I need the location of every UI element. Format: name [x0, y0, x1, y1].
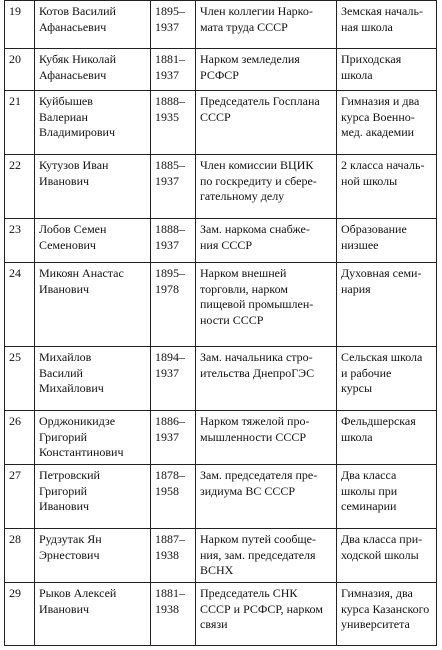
position-line: связи [200, 617, 228, 631]
name-cell [35, 529, 151, 583]
table-row [5, 529, 437, 583]
row-number-cell [5, 1, 35, 49]
life-years-line: 1938 [155, 601, 179, 616]
education-cell [337, 49, 437, 91]
table-row [5, 155, 437, 219]
life-years-cell [151, 347, 196, 411]
row-number: 23 [9, 222, 21, 236]
life-years-line: 1887– [155, 532, 185, 546]
name-line: Орджоникидзе [39, 414, 116, 428]
education-cell [337, 583, 437, 646]
life-years-cell [151, 155, 196, 219]
position-line: ности СССР [200, 312, 264, 327]
education-line: ходской школы [341, 547, 419, 562]
row-number: 19 [9, 4, 21, 18]
education-line: Гимназия, два [341, 586, 413, 600]
name-line: Рудзутак Ян [39, 532, 102, 546]
education-cell [337, 1, 437, 49]
life-years-line: 1937 [155, 67, 179, 82]
education-line: 2 класса началь- [341, 158, 425, 172]
life-years-line: 1958 [155, 483, 179, 498]
table-row [5, 49, 437, 91]
row-number: 28 [9, 532, 21, 546]
education-line: Фельдшерская [341, 414, 416, 428]
name-cell [35, 91, 151, 155]
name-cell [35, 1, 151, 49]
life-years-line: 1881– [155, 586, 185, 600]
name-line: Петровский [39, 468, 100, 482]
table-body [5, 1, 437, 646]
education-cell [337, 263, 437, 347]
name-cell [35, 465, 151, 529]
name-cell [35, 411, 151, 465]
name-line: Эрнестович [39, 547, 100, 562]
education-line: Приходская [341, 52, 402, 66]
row-number-cell [5, 465, 35, 529]
position-cell [196, 411, 337, 465]
education-line: семинарии [341, 499, 397, 513]
life-years-line: 1978 [155, 281, 179, 296]
row-number: 21 [9, 94, 21, 108]
life-years-line: 1937 [155, 19, 179, 34]
name-line: Кутузов Иван [39, 158, 109, 172]
name-line: Григорий [39, 429, 88, 444]
name-line: Валериан [39, 109, 88, 124]
name-line: Рыков Алексей [39, 586, 117, 600]
name-line: Иванович [39, 601, 90, 616]
life-years-line: 1937 [155, 237, 179, 252]
position-line: Нарком путей сообще- [200, 532, 316, 546]
position-line: гательному делу [200, 189, 285, 203]
position-cell [196, 347, 337, 411]
table-row [5, 411, 437, 465]
life-years-line: 1894– [155, 350, 185, 364]
education-cell [337, 91, 437, 155]
name-line: Константинович [39, 445, 124, 459]
life-years-cell [151, 583, 196, 646]
position-line: мышленности СССР [200, 429, 307, 444]
name-line: Михайлов [39, 350, 92, 364]
education-cell [337, 411, 437, 465]
life-years-cell [151, 1, 196, 49]
education-cell [337, 347, 437, 411]
life-years-cell [151, 465, 196, 529]
row-number: 27 [9, 468, 21, 482]
row-number: 20 [9, 52, 21, 66]
education-line: курсы [341, 381, 373, 395]
life-years-cell [151, 219, 196, 263]
position-line: Член коллегии Нарко- [200, 4, 313, 18]
position-cell [196, 219, 337, 263]
name-line: Кубяк Николай [39, 52, 116, 66]
position-cell [196, 91, 337, 155]
life-years-cell [151, 263, 196, 347]
position-cell [196, 529, 337, 583]
name-line: Лобов Семен [39, 222, 107, 236]
life-years-cell [151, 49, 196, 91]
position-line: Член комиссии ВЦИК [200, 158, 314, 172]
name-cell [35, 263, 151, 347]
position-line: ительства ДнепроГЭС [200, 365, 315, 380]
education-line: Два класса [341, 468, 397, 482]
life-years-line: 1937 [155, 173, 179, 188]
name-line: Григорий [39, 483, 88, 498]
table-row [5, 1, 437, 49]
position-line: ния, зам. председателя [200, 547, 316, 562]
name-line: Иванович [39, 499, 90, 513]
life-years-line: 1937 [155, 365, 179, 380]
name-line: Семенович [39, 237, 96, 252]
table-row [5, 583, 437, 646]
position-cell [196, 49, 337, 91]
education-line: нария [341, 281, 371, 296]
position-line: мата труда СССР [200, 19, 288, 34]
position-line: зидиума ВС СССР [200, 483, 296, 498]
education-line: курса Военно- [341, 109, 415, 124]
education-line: Духовная семи- [341, 266, 422, 280]
position-line: Зам. начальника стро- [200, 350, 313, 364]
table-row [5, 263, 437, 347]
position-line: Зам. наркома снабже- [200, 222, 310, 236]
education-line: мед. академии [341, 125, 415, 139]
education-line: школа [341, 429, 373, 444]
position-line: пищевой промышлен- [200, 297, 314, 311]
row-number: 26 [9, 414, 21, 428]
row-number: 29 [9, 586, 21, 600]
position-line: Нарком внешней [200, 266, 287, 280]
position-line: Председатель Госплана [200, 94, 320, 108]
life-years-line: 1886– [155, 414, 185, 428]
position-line: ния СССР [200, 237, 253, 252]
life-years-line: 1881– [155, 52, 185, 66]
education-line: ной школы [341, 173, 398, 188]
education-line: и рабочие [341, 365, 392, 380]
education-cell [337, 465, 437, 529]
row-number-cell [5, 91, 35, 155]
position-line: РСФСР [200, 67, 239, 82]
name-line: Микоян Анастас [39, 266, 124, 280]
position-line: СССР [200, 109, 231, 124]
life-years-line: 1888– [155, 222, 185, 236]
position-line: по госкредиту и сбере- [200, 173, 317, 188]
education-line: ная школа [341, 19, 393, 34]
row-number-cell [5, 49, 35, 91]
name-line: Афанасьевич [39, 19, 107, 34]
education-cell [337, 155, 437, 219]
row-number-cell [5, 347, 35, 411]
position-line: ВСНХ [200, 563, 234, 577]
row-number-cell [5, 155, 35, 219]
name-cell [35, 155, 151, 219]
row-number-cell [5, 219, 35, 263]
life-years-line: 1885– [155, 158, 185, 172]
name-line: Василий [39, 365, 83, 380]
education-line: Сельская школа [341, 350, 423, 364]
name-line: Иванович [39, 173, 90, 188]
life-years-cell [151, 529, 196, 583]
education-line: низшее [341, 237, 379, 252]
table-row [5, 91, 437, 155]
education-line: школы при [341, 483, 398, 498]
position-cell [196, 583, 337, 646]
name-cell [35, 583, 151, 646]
education-cell [337, 529, 437, 583]
biography-table [4, 0, 437, 646]
name-line: Афанасьевич [39, 67, 107, 82]
position-cell [196, 263, 337, 347]
life-years-line: 1895– [155, 266, 185, 280]
row-number: 22 [9, 158, 21, 172]
education-line: Гимназия и два [341, 94, 420, 108]
life-years-line: 1938 [155, 547, 179, 562]
life-years-line: 1935 [155, 109, 179, 124]
education-line: школа [341, 67, 373, 82]
row-number: 24 [9, 266, 21, 280]
position-line: Председатель СНК [200, 586, 298, 600]
position-line: СССР и РСФСР, нарком [200, 601, 323, 616]
education-line: Два класса при- [341, 532, 423, 546]
life-years-line: 1878– [155, 468, 185, 482]
name-cell [35, 347, 151, 411]
row-number-cell [5, 529, 35, 583]
name-cell [35, 219, 151, 263]
education-cell [337, 219, 437, 263]
life-years-line: 1888– [155, 94, 185, 108]
education-line: Образование [341, 222, 407, 236]
life-years-line: 1895– [155, 4, 185, 18]
name-line: Куйбышев [39, 94, 93, 108]
table-row [5, 347, 437, 411]
row-number: 25 [9, 350, 21, 364]
position-cell [196, 155, 337, 219]
position-line: Нарком земледелия [200, 52, 300, 66]
life-years-line: 1937 [155, 429, 179, 444]
name-line: Иванович [39, 281, 90, 296]
position-line: Нарком тяжелой про- [200, 414, 310, 428]
table-row [5, 219, 437, 263]
position-cell [196, 465, 337, 529]
life-years-cell [151, 411, 196, 465]
row-number-cell [5, 411, 35, 465]
education-line: Земская началь- [341, 4, 423, 18]
education-line: курса Казанского [341, 601, 430, 616]
table-row [5, 465, 437, 529]
life-years-cell [151, 91, 196, 155]
name-line: Михайлович [39, 381, 104, 395]
position-line: Зам. председателя пре- [200, 468, 318, 482]
name-line: Владимирович [39, 125, 115, 139]
name-cell [35, 49, 151, 91]
position-cell [196, 1, 337, 49]
education-line: университета [341, 617, 410, 631]
row-number-cell [5, 583, 35, 646]
name-line: Котов Василий [39, 4, 116, 18]
row-number-cell [5, 263, 35, 347]
position-line: торговли, нарком [200, 281, 288, 296]
